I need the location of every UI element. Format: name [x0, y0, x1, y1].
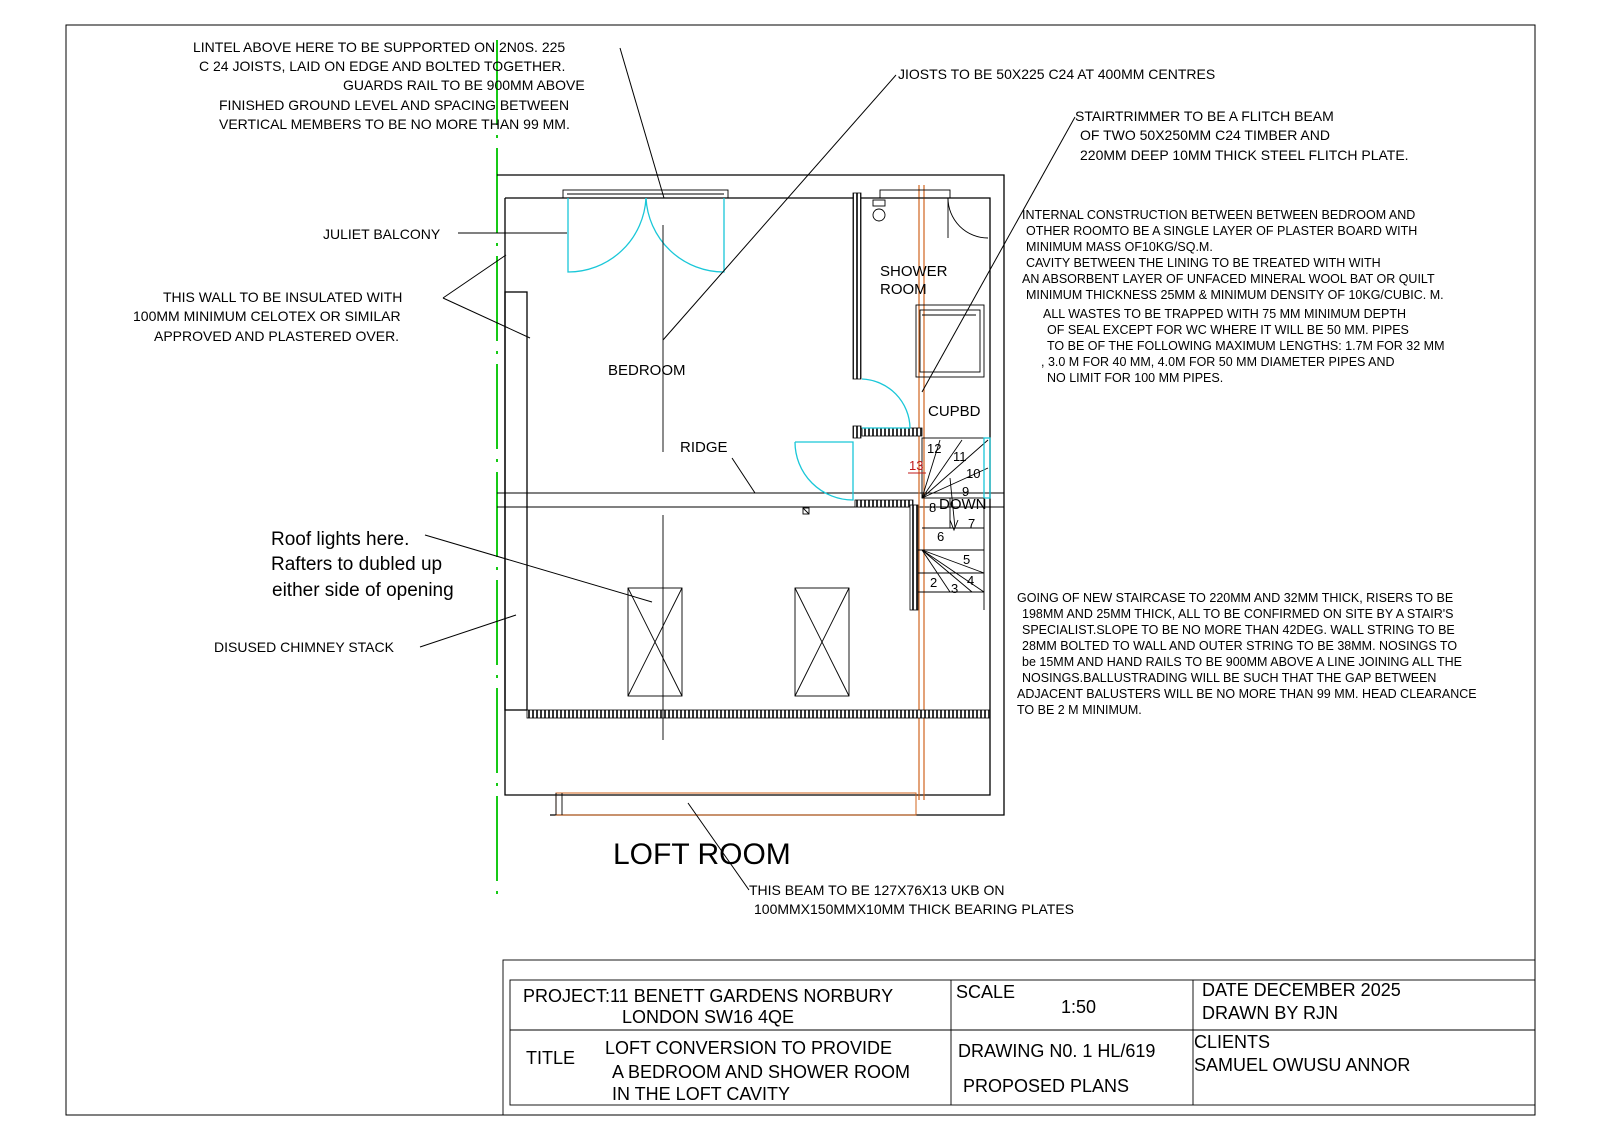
staircase-line-2: 198MM AND 25MM THICK, ALL TO BE CONFIRMED ON SITE BY A STAIR'S [1022, 607, 1454, 621]
lintel-line-4: FINISHED GROUND LEVEL AND SPACING BETWEEN [219, 97, 570, 113]
wastes-line-4: , 3.0 M FOR 40 MM, 4.0M FOR 50 MM DIAMETER PIPES AND [1041, 355, 1395, 369]
stair-number-5: 5 [963, 552, 971, 567]
lintel-line-5: VERTICAL MEMBERS TO BE NO MORE THAN 99 MM. [219, 116, 570, 132]
stair-number-9: 9 [962, 484, 970, 499]
internal-line-5: AN ABSORBENT LAYER OF UNFACED MINERAL WOOL BAT OR QUILT [1022, 272, 1435, 286]
stair-number-8: 8 [929, 500, 937, 515]
staircase-line-5: be 15MM AND HAND RAILS TO BE 900MM ABOVE A LINE JOINING ALL THE [1022, 655, 1462, 669]
wastes-note [1041, 307, 1445, 385]
shower-room-label-1: SHOWER [880, 263, 948, 280]
joist-arrows [663, 225, 809, 740]
bottom-beam [556, 793, 916, 815]
ridge-label: RIDGE [680, 439, 728, 456]
lintel-line-2: C 24 JOISTS, LAID ON EDGE AND BOLTED TOGETHER. [199, 58, 566, 74]
stair-number-3: 3 [951, 581, 959, 596]
staircase-line-3: SPECIALIST.SLOPE TO BE NO MORE THAN 42DEG. WALL STRING TO BE [1022, 623, 1455, 637]
title-label: TITLE [526, 1048, 576, 1068]
stair-number-6: 6 [937, 529, 945, 544]
internal-line-3: MINIMUM MASS OF10KG/SQ.M. [1026, 240, 1213, 254]
internal-line-2: OTHER ROOMTO BE A SINGLE LAYER OF PLASTER BOARD WITH [1026, 224, 1418, 238]
title-line-1: LOFT CONVERSION TO PROVIDE [605, 1038, 893, 1058]
stairtrimmer-line-1: STAIRTRIMMER TO BE A FLITCH BEAM [1075, 108, 1334, 124]
bedroom-label: BEDROOM [608, 362, 686, 379]
wastes-line-5: NO LIMIT FOR 100 MM PIPES. [1047, 371, 1224, 385]
stairtrimmer-line-2: OF TWO 50X250MM C24 TIMBER AND [1080, 127, 1330, 143]
scale-label: SCALE [956, 982, 1016, 1002]
lintel-note [193, 39, 585, 132]
stair-number-13: 13 [909, 458, 924, 473]
beam-note [749, 882, 1074, 917]
internal-line-1: INTERNAL CONSTRUCTION BETWEEN BETWEEN BEDROOM AND [1022, 208, 1416, 222]
date-label: DATE DECEMBER 2025 [1202, 980, 1401, 1000]
loft-room-title: LOFT ROOM [613, 838, 791, 871]
internal-line-4: CAVITY BETWEEN THE LINING TO BE TREATED WITH WITH [1026, 256, 1381, 270]
clients-label: CLIENTS [1194, 1032, 1271, 1052]
stair-number-11: 11 [953, 449, 967, 464]
joists-note: JIOSTS TO BE 50X225 C24 AT 400MM CENTRES [898, 66, 1216, 82]
stair-number-12: 12 [927, 441, 942, 456]
cupboard-label: CUPBD [928, 403, 981, 420]
drawing-number: DRAWING N0. 1 HL/619 [958, 1041, 1156, 1061]
staircase-note [1017, 591, 1477, 717]
proposed-plans-label: PROPOSED PLANS [963, 1076, 1130, 1096]
juliet-balcony-label: JULIET BALCONY [323, 226, 441, 242]
roof-light-left [628, 588, 682, 696]
stair-number-2: 2 [930, 575, 938, 590]
internal-line-6: MINIMUM THICKNESS 25MM & MINIMUM DENSITY OF 10KG/CUBIC. M. [1026, 288, 1444, 302]
client-name: SAMUEL OWUSU ANNOR [1194, 1055, 1411, 1075]
room-labels [608, 263, 987, 513]
chimney-label: DISUSED CHIMNEY STACK [214, 639, 394, 655]
rooflights-line-2: Rafters to dubled up [271, 554, 443, 575]
title-line-2: A BEDROOM AND SHOWER ROOM [612, 1062, 911, 1082]
roof-light-right [795, 588, 849, 696]
down-label: DOWN [939, 496, 987, 513]
wastes-line-1: ALL WASTES TO BE TRAPPED WITH 75 MM MINIMUM DEPTH [1043, 307, 1407, 321]
lintel-line-1: LINTEL ABOVE HERE TO BE SUPPORTED ON 2N0S. 225 [193, 39, 566, 55]
internal-construction-note [1022, 208, 1444, 302]
juliet-balcony-doors [563, 190, 728, 272]
staircase-line-7: ADJACENT BALUSTERS WILL BE NO MORE THAN 99 MM. HEAD CLEARANCE [1017, 687, 1477, 701]
shower-room-label-2: ROOM [880, 281, 927, 298]
drawn-by-label: DRAWN BY RJN [1202, 1003, 1339, 1023]
lintel-line-3: GUARDS RAIL TO BE 900MM ABOVE [343, 77, 585, 93]
title-line-3: IN THE LOFT CAVITY [612, 1084, 791, 1104]
wastes-line-2: OF SEAL EXCEPT FOR WC WHERE IT WILL BE 50 MM. PIPES [1047, 323, 1409, 337]
title-block-text [523, 980, 1410, 1104]
roof-lights-note [271, 529, 454, 601]
insulated-line-2: 100MM MINIMUM CELOTEX OR SIMILAR [133, 308, 401, 324]
stair-number-7: 7 [968, 516, 976, 531]
stairtrimmer-note [1075, 108, 1409, 163]
stair-number-10: 10 [966, 466, 981, 481]
insulated-line-3: APPROVED AND PLASTERED OVER. [154, 328, 400, 344]
rooflights-line-3: either side of opening [272, 580, 454, 601]
wastes-line-3: TO BE OF THE FOLLOWING MAXIMUM LENGTHS: 1.7M FOR 32 MM [1047, 339, 1445, 353]
project-line-1: PROJECT:11 BENETT GARDENS NORBURY [523, 986, 894, 1006]
insulated-line-1: THIS WALL TO BE INSULATED WITH [163, 289, 403, 305]
beam-line-1: THIS BEAM TO BE 127X76X13 UKB ON [749, 882, 1005, 898]
stairtrimmer-line-3: 220MM DEEP 10MM THICK STEEL FLITCH PLATE. [1080, 147, 1409, 163]
insulation-note [133, 289, 402, 344]
staircase-line-8: TO BE 2 M MINIMUM. [1017, 703, 1142, 717]
stair-number-4: 4 [967, 573, 975, 588]
beam-line-2: 100MMX150MMX10MM THICK BEARING PLATES [754, 901, 1075, 917]
staircase-line-6: NOSINGS.BALLUSTRADING WILL BE SUCH THAT THE GAP BETWEEN [1022, 671, 1437, 685]
staircase-line-1: GOING OF NEW STAIRCASE TO 220MM AND 32MM THICK, RISERS TO BE [1017, 591, 1454, 605]
scale-value: 1:50 [1061, 997, 1097, 1017]
rooflights-line-1: Roof lights here. [271, 529, 410, 550]
project-line-2: LONDON SW16 4QE [622, 1007, 795, 1027]
staircase-line-4: 28MM BOLTED TO WALL AND OUTER STRING TO BE 38MM. NOSINGS TO [1022, 639, 1458, 653]
